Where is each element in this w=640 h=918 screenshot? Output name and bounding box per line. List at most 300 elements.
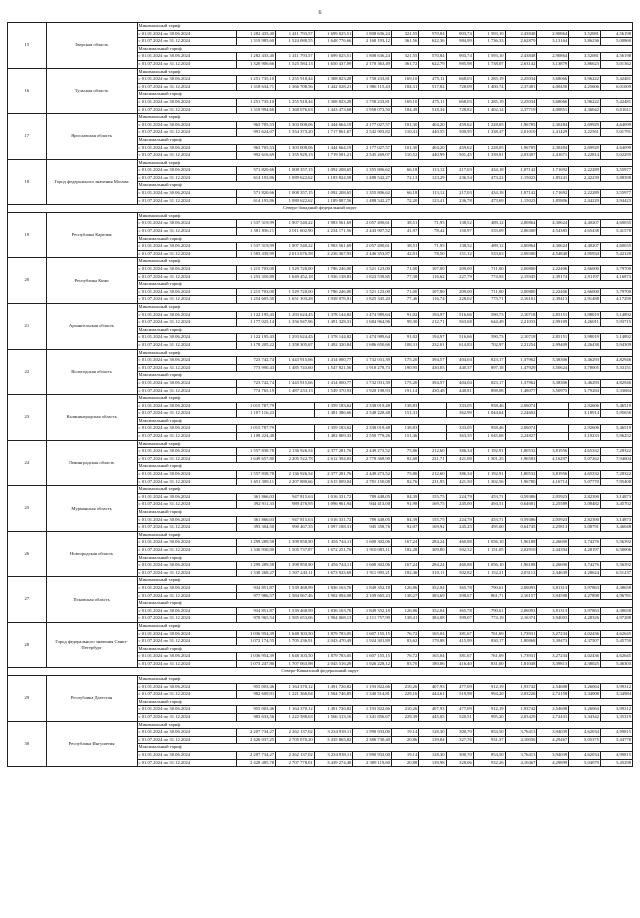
value-cell: 2,00800 xyxy=(505,266,537,274)
value-cell: 1 036 954,39 xyxy=(237,630,276,638)
value-cell: 2,25813 xyxy=(537,524,569,532)
value-cell: 723 742,74 xyxy=(237,357,276,365)
value-cell: 2,99409 xyxy=(537,341,569,349)
value-cell: 128,30 xyxy=(419,752,446,760)
value-cell: 4,54840 xyxy=(537,250,569,258)
value-cell: 1 442 028,21 xyxy=(314,83,353,91)
value-cell: 1 318 634,71 xyxy=(237,83,276,91)
value-cell xyxy=(276,433,315,441)
value-cell: 2,82390 xyxy=(569,493,601,501)
value-cell: 4,60035 xyxy=(600,220,632,228)
value-cell: 101,30 xyxy=(391,121,418,129)
value-cell: 4,62034 xyxy=(569,752,601,760)
value-cell: 1 443 915,66 xyxy=(276,357,315,365)
region-number: 20 xyxy=(8,258,47,304)
value-cell: 903,74 xyxy=(446,53,473,61)
value-cell: 494,51 xyxy=(473,501,505,509)
value-cell: 571 820,66 xyxy=(237,167,276,175)
value-cell: 386,34 xyxy=(446,471,473,479)
value-cell: 4,27898 xyxy=(569,592,601,600)
value-cell xyxy=(537,402,569,410)
value-cell: 1 924 301,89 xyxy=(353,638,392,646)
value-cell: 2,16374 xyxy=(505,615,537,623)
value-cell: 430,05 xyxy=(419,364,446,372)
value-cell: 4,30624 xyxy=(537,243,569,251)
value-cell: 1 936 138,83 xyxy=(314,273,353,281)
max-tariff-label: Максимальный тариф xyxy=(137,91,632,99)
value-cell: 1 557 838,78 xyxy=(237,471,276,479)
value-cell: 150,97 xyxy=(446,228,473,236)
value-cell: 990 467,35 xyxy=(276,524,315,532)
value-cell: 2 111 757,99 xyxy=(353,615,392,623)
value-cell: 3,99312 xyxy=(600,683,632,691)
value-cell: 1 400,74 xyxy=(473,83,505,91)
value-cell: 232,01 xyxy=(419,341,446,349)
value-cell: 399,07 xyxy=(446,615,473,623)
value-cell: 1,96780 xyxy=(505,478,537,486)
value-cell: 1,85241 xyxy=(537,174,569,182)
value-cell: 3,39813 xyxy=(537,660,569,668)
value-cell: 415,99 xyxy=(446,638,473,646)
value-cell: 711,00 xyxy=(473,288,505,296)
value-cell: 1 338 268,27 xyxy=(237,569,276,577)
value-cell: 1 958 073,50 xyxy=(353,106,392,114)
value-cell: 2 177 027,57 xyxy=(353,121,392,129)
value-cell: 3,98019 xyxy=(569,334,601,342)
value-cell: 300,70 xyxy=(446,752,473,760)
value-cell: 4,40207 xyxy=(569,220,601,228)
value-cell: 4,65332 xyxy=(569,471,601,479)
value-cell: 2 612 394,03 xyxy=(314,455,353,463)
value-cell: 78,42 xyxy=(419,228,446,236)
period-cell: с 01.07.2024 по 31.12.2024 xyxy=(137,273,237,281)
value-cell: 1 177 025,14 xyxy=(237,319,276,327)
value-cell: 1 593,10 xyxy=(473,30,505,38)
value-cell: 3,74276 xyxy=(569,539,601,547)
min-tariff-label: Минимальный тариф xyxy=(137,721,632,729)
value-cell: 4,62645 xyxy=(600,630,632,638)
value-cell: 789 448,05 xyxy=(353,493,392,501)
value-cell: 4,16297 xyxy=(537,455,569,463)
value-cell: 473,22 xyxy=(473,174,505,182)
period-cell: с 01.07.2024 по 31.12.2024 xyxy=(137,638,237,646)
value-cell: 138,83 xyxy=(391,402,418,410)
max-tariff-label: Максимальный тариф xyxy=(137,600,632,608)
value-cell: 169,92 xyxy=(419,524,446,532)
value-cell: 236,78 xyxy=(446,197,473,205)
value-cell: 614 193,86 xyxy=(237,174,276,182)
value-cell: 3,19233 xyxy=(569,433,601,441)
value-cell: 128,30 xyxy=(419,729,446,737)
value-cell: 3,86236 xyxy=(569,38,601,46)
value-cell: 2,41671 xyxy=(537,152,569,160)
period-cell: с 01.01.2024 по 30.06.2024 xyxy=(137,98,237,106)
min-tariff-label: Минимальный тариф xyxy=(137,531,632,539)
value-cell: 1 705 236,91 xyxy=(276,638,315,646)
value-cell: 516,66 xyxy=(446,334,473,342)
value-cell: 4,64099 xyxy=(600,121,632,129)
value-cell: 2,06074 xyxy=(505,425,537,433)
value-cell: 138,52 xyxy=(446,243,473,251)
value-cell: 958,46 xyxy=(473,402,505,410)
value-cell: 108,31 xyxy=(391,341,418,349)
value-cell: 1 719 581,21 xyxy=(314,152,353,160)
period-cell: с 01.01.2024 по 30.06.2024 xyxy=(137,190,237,198)
value-cell: 167,24 xyxy=(391,539,418,547)
value-cell: 3,74276 xyxy=(569,562,601,570)
value-cell: 1,80868 xyxy=(505,638,537,646)
value-cell: 1 302,56 xyxy=(473,478,505,486)
value-cell: 3,81313 xyxy=(537,584,569,592)
value-cell: 2,91488 xyxy=(569,296,601,304)
value-cell: 4,28624 xyxy=(569,569,601,577)
period-cell: с 01.01.2024 по 30.06.2024 xyxy=(137,121,237,129)
value-cell: 1,96583 xyxy=(505,455,537,463)
value-cell: 1 089 622,62 xyxy=(276,174,315,182)
value-cell: 2,42239 xyxy=(569,174,601,182)
value-cell: 138,52 xyxy=(446,220,473,228)
value-cell: 2,06074 xyxy=(505,402,537,410)
value-cell: 897,18 xyxy=(473,364,505,372)
value-cell: 1 092 208,65 xyxy=(314,190,353,198)
value-cell: 2,54608 xyxy=(537,683,569,691)
min-tariff-label: Минимальный тариф xyxy=(137,349,632,357)
period-cell: с 01.01.2024 по 30.06.2024 xyxy=(137,752,237,760)
value-cell: 761,69 xyxy=(473,653,505,661)
value-cell: 4,16714 xyxy=(537,478,569,486)
value-cell: 3,55977 xyxy=(600,190,632,198)
region-name: Республика Карелия xyxy=(46,212,137,258)
value-cell: 1 303 008,06 xyxy=(276,121,315,129)
value-cell: 2 011 602,90 xyxy=(276,228,315,236)
value-cell: 383,69 xyxy=(419,592,446,600)
value-cell: 1 215 703,00 xyxy=(237,266,276,274)
tariff-label-row xyxy=(8,159,633,167)
value-cell: 984,99 xyxy=(446,38,473,46)
value-cell: 459,62 xyxy=(446,121,473,129)
value-cell: 184,31 xyxy=(391,83,418,91)
period-cell: с 01.07.2024 по 31.12.2024 xyxy=(137,691,237,699)
value-cell: 2 446 353,87 xyxy=(353,250,392,258)
period-cell: с 01.07.2024 по 31.12.2024 xyxy=(137,38,237,46)
value-cell: 3,79700 xyxy=(600,288,632,296)
value-cell: 1 299 289,58 xyxy=(237,539,276,547)
value-cell: 362,99 xyxy=(446,410,473,418)
value-cell: 3,39473 xyxy=(537,638,569,646)
value-cell: 1 879 783,05 xyxy=(314,653,353,661)
value-cell: 3,88398 xyxy=(600,174,632,182)
max-tariff-label: Максимальный тариф xyxy=(137,136,632,144)
value-cell: 1 607 155,15 xyxy=(353,630,392,638)
value-cell: 4,10467 xyxy=(505,759,537,767)
value-cell: 165,04 xyxy=(419,653,446,661)
value-cell: 1 378 144,82 xyxy=(314,334,353,342)
value-cell: 365,78 xyxy=(446,584,473,592)
value-cell: 3 234 939,11 xyxy=(314,752,353,760)
value-cell: 1 593,10 xyxy=(473,53,505,61)
period-cell: с 01.07.2024 по 31.12.2024 xyxy=(137,60,237,68)
value-cell: 4,56198 xyxy=(600,53,632,61)
value-cell: 2 781 150,08 xyxy=(353,478,392,486)
value-cell: 421,50 xyxy=(446,478,473,486)
max-tariff-label: Максимальный тариф xyxy=(137,463,632,471)
value-cell: 3,13879 xyxy=(537,60,569,68)
value-cell: 210,26 xyxy=(391,683,418,691)
region-number: 16 xyxy=(8,68,47,114)
value-cell: 5,04079 xyxy=(569,759,601,767)
value-cell: 434,18 xyxy=(473,167,505,175)
value-cell: 3,08482 xyxy=(569,501,601,509)
value-cell: 854,50 xyxy=(473,752,505,760)
max-tariff-label: Максимальный тариф xyxy=(137,645,632,653)
value-cell: 2 338 019,48 xyxy=(353,402,392,410)
value-cell: 1 650 437,09 xyxy=(314,60,353,68)
value-cell: 4,56198 xyxy=(600,30,632,38)
value-cell: 182,28 xyxy=(391,546,418,554)
value-cell: 668,03 xyxy=(446,98,473,106)
value-cell: 1 336 930,00 xyxy=(237,546,276,554)
value-cell: 2,90864 xyxy=(537,30,569,38)
period-cell: с 01.07.2024 по 31.12.2024 xyxy=(137,592,237,600)
period-cell: с 01.07.2024 по 31.12.2024 xyxy=(137,364,237,372)
value-cell: 333,05 xyxy=(446,402,473,410)
value-cell: 1 910 083,11 xyxy=(353,546,392,554)
value-cell: 2,06506 xyxy=(505,250,537,258)
region-name: Ленинградская область xyxy=(46,440,137,486)
value-cell: 113,12 xyxy=(419,167,446,175)
region-number: 21 xyxy=(8,303,47,349)
value-cell: 1 355 806,62 xyxy=(353,167,392,175)
value-cell: 99,30 xyxy=(391,319,418,327)
value-cell: 3,96222 xyxy=(569,76,601,84)
region-number: 22 xyxy=(8,349,47,395)
value-cell: 1 228,05 xyxy=(473,144,505,152)
value-cell: 76,72 xyxy=(391,630,418,638)
value-cell: 72,13 xyxy=(391,174,418,182)
value-cell: 2,72158 xyxy=(537,691,569,699)
max-tariff-label: Максимальный тариф xyxy=(137,326,632,334)
value-cell: 3,26064 xyxy=(569,706,601,714)
max-tariff-label: Максимальный тариф xyxy=(137,509,632,517)
min-tariff-label: Минимальный тариф xyxy=(137,395,632,403)
value-cell: 5,33684 xyxy=(600,387,632,395)
period-cell: с 01.07.2024 по 31.12.2024 xyxy=(137,129,237,137)
tariff-label-row xyxy=(8,349,633,357)
value-cell: 5,45298 xyxy=(600,759,632,767)
value-cell: 1 036 954,39 xyxy=(237,653,276,661)
region-name: Республика Ингушетия xyxy=(46,721,137,767)
value-cell: 3,38306 xyxy=(537,357,569,365)
value-cell: 5,42120 xyxy=(600,250,632,258)
value-cell: 113,12 xyxy=(419,190,446,198)
value-cell: 912,19 xyxy=(473,706,505,714)
value-cell: 4,54385 xyxy=(537,228,569,236)
value-cell: 1 732 031,39 xyxy=(353,357,392,365)
value-cell: 1,96785 xyxy=(505,121,537,129)
value-cell: 5,00860 xyxy=(600,38,632,46)
value-cell: 2,24827 xyxy=(505,433,537,441)
value-cell: 4,29467 xyxy=(537,736,569,744)
value-cell: 861,71 xyxy=(473,592,505,600)
value-cell: 352,04 xyxy=(419,607,446,615)
value-cell: 4,60035 xyxy=(600,243,632,251)
value-cell: 517,82 xyxy=(419,83,446,91)
value-cell: 3,13164 xyxy=(537,38,569,46)
value-cell: 1 016 331,72 xyxy=(314,516,353,524)
value-cell: 1 648 303,50 xyxy=(276,653,315,661)
value-cell: 5,93715 xyxy=(600,319,632,327)
value-cell: 1 366 708,56 xyxy=(276,83,315,91)
value-cell: 3,78005 xyxy=(569,364,601,372)
value-cell: 123,41 xyxy=(419,197,446,205)
value-cell: 3,76413 xyxy=(505,752,537,760)
value-cell: 126,86 xyxy=(391,607,418,615)
value-cell: 1 529 720,00 xyxy=(276,266,315,274)
value-cell: 1 402,14 xyxy=(473,106,505,114)
period-cell: с 01.07.2024 по 31.12.2024 xyxy=(137,615,237,623)
value-cell: 392 911,33 xyxy=(237,501,276,509)
value-cell: 2 109 665,23 xyxy=(353,592,392,600)
region-name: Новгородская область xyxy=(46,531,137,577)
value-cell: 1 521 123,00 xyxy=(353,266,392,274)
value-cell: 3,81956 xyxy=(537,471,569,479)
value-cell: 4,38658 xyxy=(600,607,632,615)
value-cell: 2,91197 xyxy=(569,273,601,281)
value-cell: 20,88 xyxy=(391,759,418,767)
value-cell: 2,02910 xyxy=(505,546,537,554)
page-number: 6 xyxy=(318,10,322,16)
period-cell: с 01.01.2024 по 30.06.2024 xyxy=(137,167,237,175)
value-cell: 83,70 xyxy=(391,660,418,668)
value-cell: 1 474 989,64 xyxy=(353,311,392,319)
value-cell: 394,57 xyxy=(419,379,446,387)
value-cell: 394,57 xyxy=(419,357,446,365)
value-cell: 3,94039 xyxy=(537,729,569,737)
value-cell: 333,05 xyxy=(446,425,473,433)
value-cell: 5,56392 xyxy=(600,539,632,547)
value-cell: 1 649 452,18 xyxy=(276,273,315,281)
value-cell: 2,03307 xyxy=(505,152,537,160)
value-cell: 386,34 xyxy=(446,448,473,456)
value-cell: 398,67 xyxy=(446,592,473,600)
value-cell: 789 448,05 xyxy=(353,516,392,524)
region-name: Республика Коми xyxy=(46,258,137,304)
value-cell: 1 823 539,85 xyxy=(353,273,392,281)
value-cell: 151,12 xyxy=(446,250,473,258)
value-cell: 992 616,69 xyxy=(237,152,276,160)
value-cell: 516,66 xyxy=(446,311,473,319)
value-cell: 138,41 xyxy=(391,615,418,623)
period-cell: с 01.01.2024 по 30.06.2024 xyxy=(137,493,237,501)
value-cell: 5,05375 xyxy=(569,736,601,744)
period-cell: с 01.01.2024 по 30.06.2024 xyxy=(137,288,237,296)
value-cell: 1 251 735,10 xyxy=(237,98,276,106)
value-cell: 2 057 490,61 xyxy=(353,243,392,251)
max-tariff-label: Максимальный тариф xyxy=(137,235,632,243)
value-cell: 1,37962 xyxy=(505,379,537,387)
value-cell: 229,16 xyxy=(391,691,418,699)
value-cell: 4,29899 xyxy=(537,759,569,767)
value-cell: 84,39 xyxy=(391,516,418,524)
value-cell: 169,10 xyxy=(391,98,418,106)
value-cell: 2 170 363,49 xyxy=(353,60,392,68)
value-cell: 2,54608 xyxy=(537,706,569,714)
value-cell: 2 043 470,49 xyxy=(314,638,353,646)
value-cell: 1 178 205,22 xyxy=(237,341,276,349)
value-cell: 1,96785 xyxy=(505,144,537,152)
min-tariff-label: Минимальный тариф xyxy=(137,676,632,684)
period-cell: с 01.01.2024 по 30.06.2024 xyxy=(137,220,237,228)
value-cell: 1 879 783,05 xyxy=(314,630,353,638)
value-cell: 404,04 xyxy=(446,379,473,387)
value-cell: 2,43848 xyxy=(505,53,537,61)
value-cell: 4,02436 xyxy=(569,630,601,638)
value-cell: 958,46 xyxy=(473,425,505,433)
value-cell: 955 003,46 xyxy=(237,683,276,691)
value-cell: 5,46303 xyxy=(600,660,632,668)
value-cell: 4,64099 xyxy=(600,144,632,152)
value-cell: 4,37507 xyxy=(569,638,601,646)
value-cell: 1 193 822,66 xyxy=(353,706,392,714)
value-cell: 1 986 115,43 xyxy=(353,83,392,91)
value-cell: 91,02 xyxy=(391,311,418,319)
value-cell: 7,95400 xyxy=(600,478,632,486)
value-cell: 71,00 xyxy=(391,288,418,296)
value-cell: 229,39 xyxy=(391,714,418,722)
value-cell: 4,28326 xyxy=(569,615,601,623)
value-cell: 459,62 xyxy=(446,144,473,152)
value-cell: 3,94423 xyxy=(600,197,632,205)
value-cell: 1 192,91 xyxy=(473,471,505,479)
value-cell: 2,85151 xyxy=(537,334,569,342)
value-cell: 6,51237 xyxy=(600,569,632,577)
value-cell: 3,46048 xyxy=(600,524,632,532)
value-cell: 1 808 636,24 xyxy=(353,53,392,61)
max-tariff-label: Максимальный тариф xyxy=(137,45,632,53)
value-cell: 4,97288 xyxy=(600,615,632,623)
value-cell: 224,79 xyxy=(446,493,473,501)
region-name: Тульская область xyxy=(46,68,137,114)
value-cell: 2 778 368,90 xyxy=(353,455,392,463)
value-cell: 2,00864 xyxy=(505,243,537,251)
value-cell: 4,00851 xyxy=(537,106,569,114)
value-cell: 224,79 xyxy=(446,516,473,524)
value-cell: 934 851,87 xyxy=(237,607,276,615)
value-cell: 854,50 xyxy=(473,729,505,737)
value-cell: 1,93742 xyxy=(505,706,537,714)
region-name: Тверская область xyxy=(46,23,137,69)
value-cell: 139,98 xyxy=(419,759,446,767)
period-cell: с 01.01.2024 по 30.06.2024 xyxy=(137,266,237,274)
value-cell: 1,80532 xyxy=(505,471,537,479)
value-cell: 563,68 xyxy=(446,319,473,327)
value-cell: 1,71692 xyxy=(537,190,569,198)
value-cell: 533,63 xyxy=(473,250,505,258)
value-cell: 182,46 xyxy=(391,569,418,577)
value-cell: 823,17 xyxy=(473,357,505,365)
value-cell: 0,59386 xyxy=(505,493,537,501)
value-cell: 19,14 xyxy=(391,752,418,760)
value-cell: 1 492 320,84 xyxy=(314,341,353,349)
value-cell: 4,62645 xyxy=(600,653,632,661)
value-cell: 42,01 xyxy=(391,250,418,258)
value-cell: 227,79 xyxy=(446,273,473,281)
value-cell: 2,39174 xyxy=(537,273,569,281)
period-cell: с 01.01.2024 по 30.06.2024 xyxy=(137,243,237,251)
region-number: 29 xyxy=(8,676,47,722)
value-cell: 3,52081 xyxy=(569,30,601,38)
region-name: Вологодская область xyxy=(46,349,137,395)
